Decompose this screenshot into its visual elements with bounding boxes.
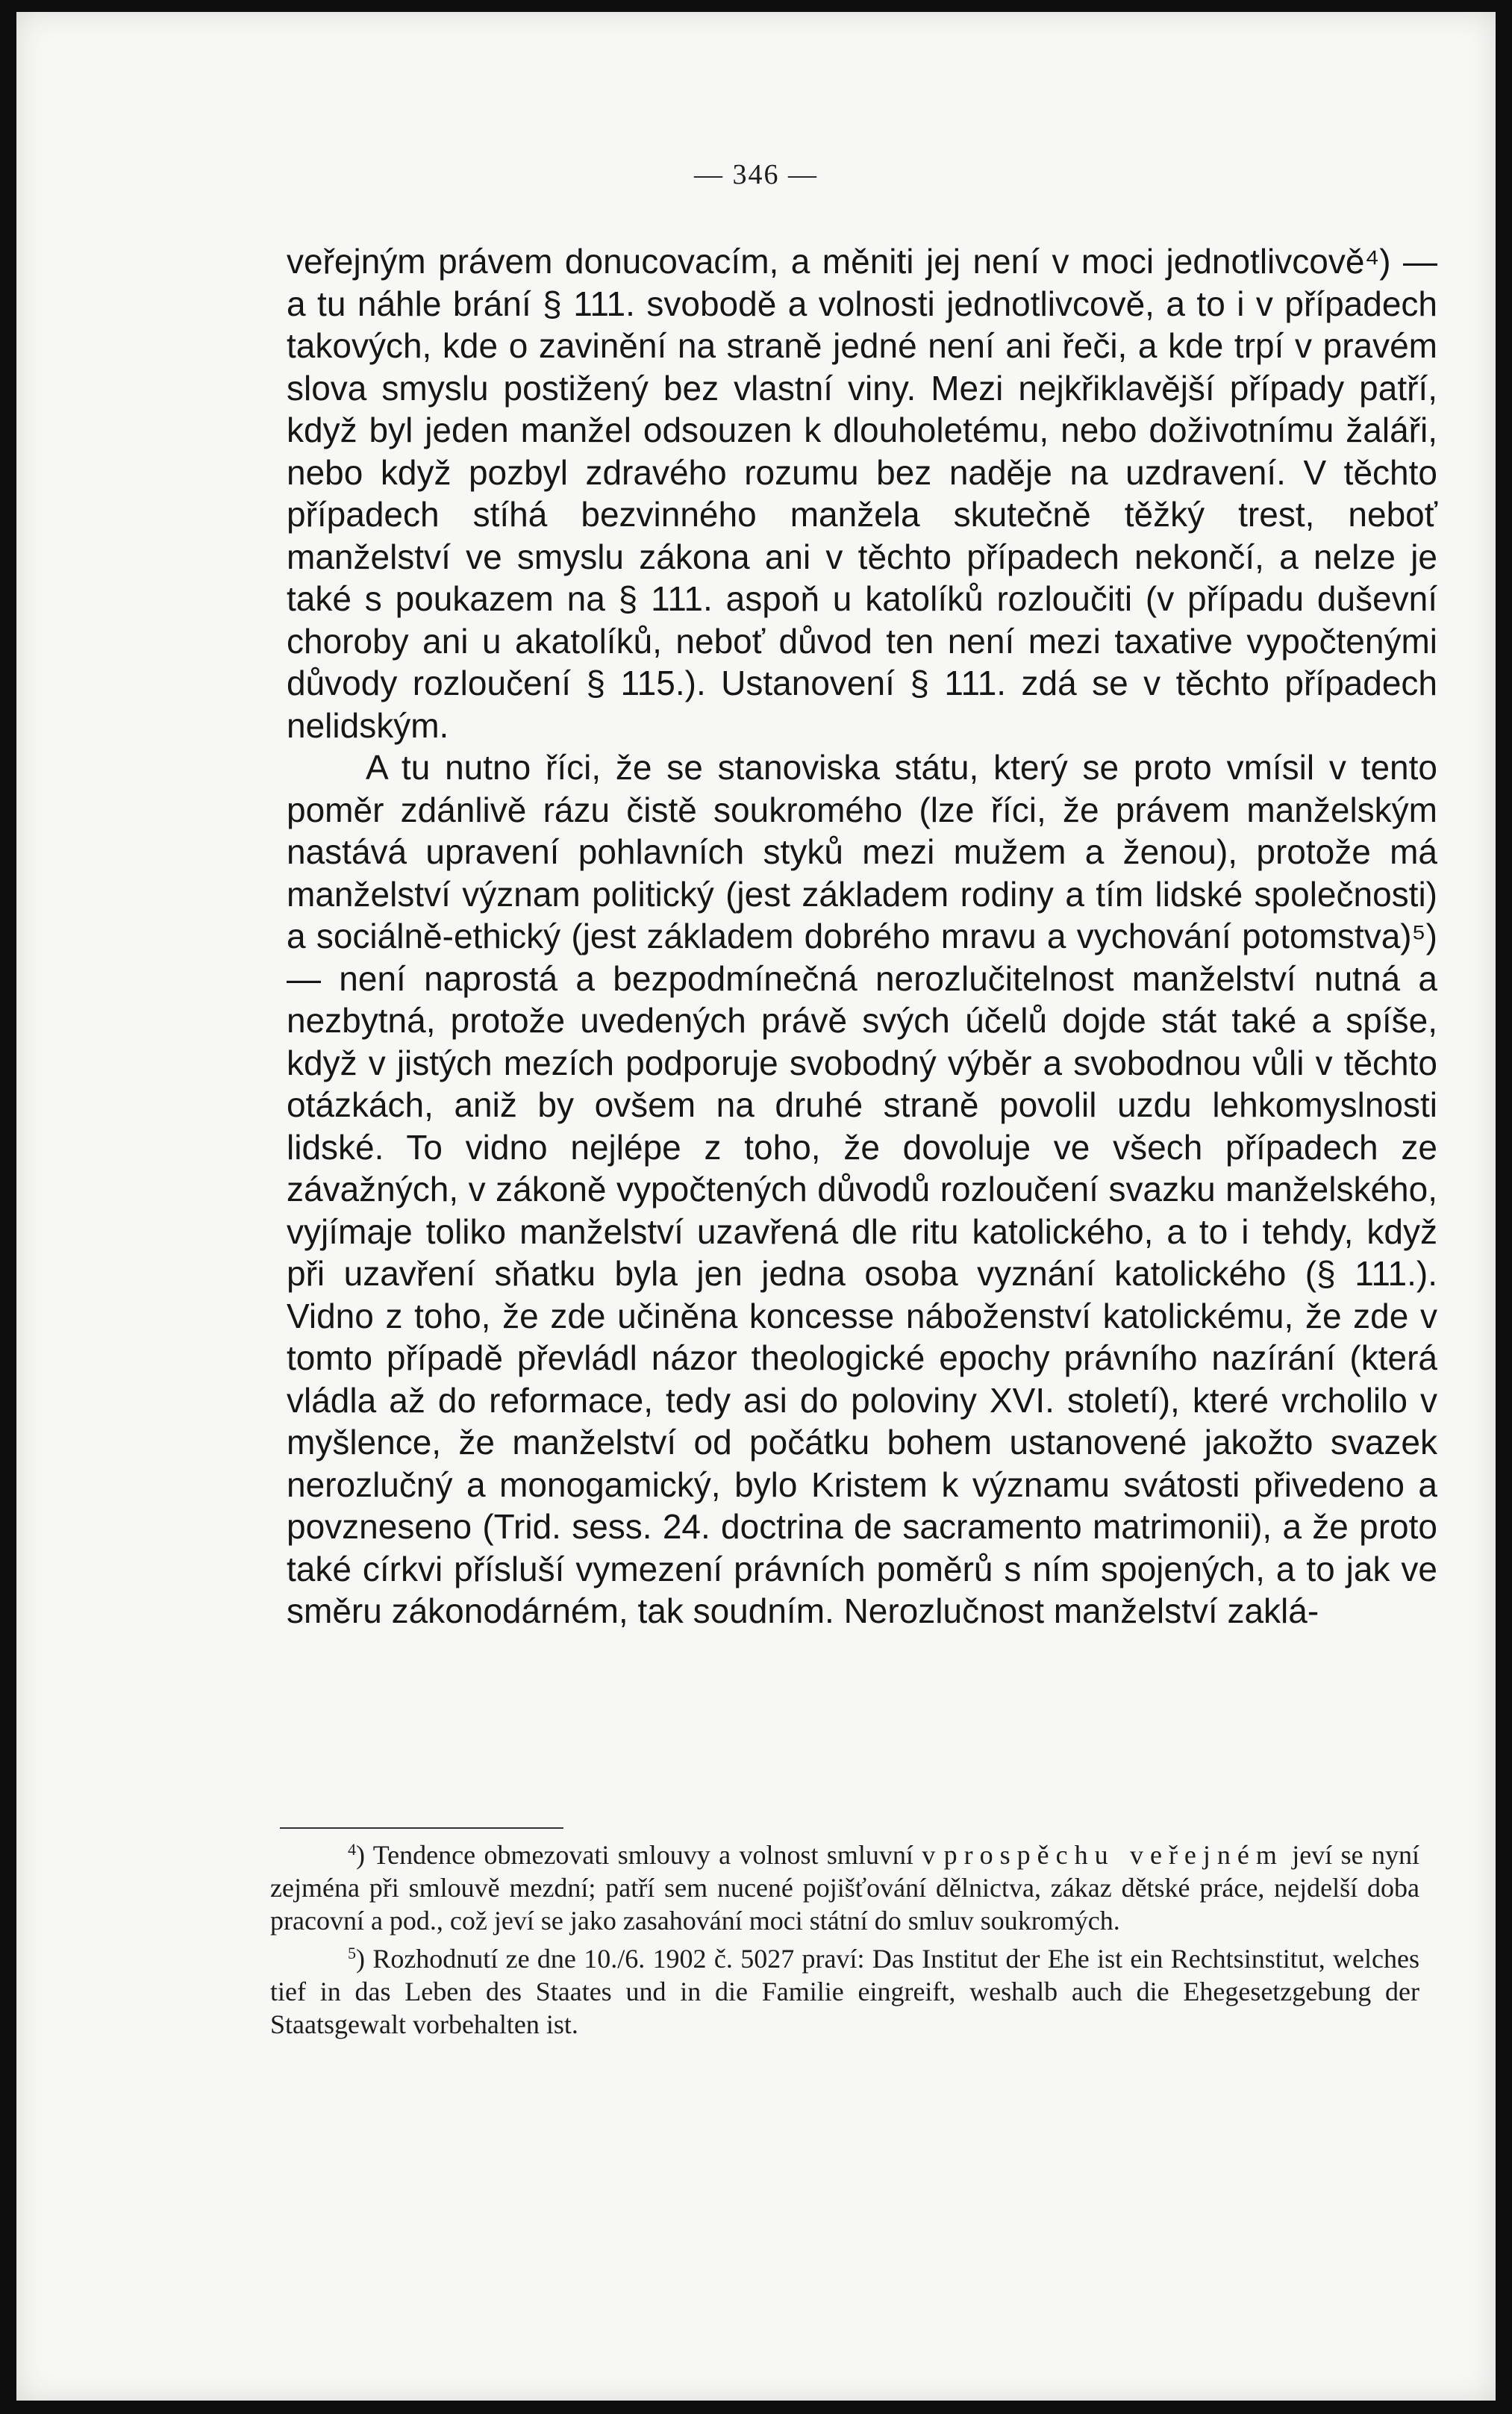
scanned-page	[16, 12, 1496, 2401]
footnote-4-mark: 4	[348, 1840, 356, 1859]
footnote-4-spaced-text: prospěchu veřejném	[943, 1840, 1284, 1870]
footnote-separator	[280, 1827, 563, 1829]
main-text	[287, 240, 1437, 1632]
footnote-4	[270, 1833, 1419, 1937]
page-number: — 346 —	[694, 159, 818, 190]
footnote-5-mark: 5	[348, 1944, 356, 1962]
footnotes	[270, 1833, 1419, 2041]
paragraph-1: veřejným právem donucovacím, a měniti jej není v moci jednotlivcově⁴) — a tu náhle brání § 111. svobodě a volnosti jednotlivcově, a to i v případech takových, kde o zavinění na straně jedné není ani řeči, a kde trpí v pravém slova smyslu postižený bez vlastní viny. Mezi nejkřiklavější případy patří, když byl jeden manžel odsouzen k dlouholetému, nebo doživotnímu žaláři, nebo když pozbyl zdravého rozumu bez naděje na uzdravení. V těchto případech stíhá bezvinného manžela skutečně těžký trest, neboť manželství ve smyslu zákona ani v těchto případech nekončí, a nelze je také s poukazem na § 111. aspoň u katolíků rozloučiti (v případu duševní choroby ani u akatolíků, neboť důvod ten není mezi taxative vypočtenými důvody rozloučení § 115.). Ustanovení § 111. zdá se v těchto případech nelidským.	[287, 242, 1437, 745]
footnote-5-text: ) Rozhodnutí ze dne 10./6. 1902 č. 5027 praví: Das Institut der Ehe ist ein Rechtsinstitut, welches tief in das Leben des Staates und in die Familie eingreift, weshalb auch die Ehegesetzgebung der Staatsgewalt vorbehalten ist.	[270, 1944, 1419, 2039]
footnote-5	[270, 1937, 1419, 2041]
footnote-4-text-b: jeví se nyní zejména při smlouvě mezdní; patří sem nucené pojišťování dělnictva, zákaz dětské práce, nejdelší doba pracovní a pod., což jeví se jako zasahování moci státní do smluv soukromých.	[270, 1840, 1419, 1936]
footnote-4-text-a: ) Tendence obmezovati smlouvy a volnost smluvní v	[356, 1840, 944, 1870]
paragraph-2: A tu nutno říci, že se stanoviska státu, který se proto vmísil v tento poměr zdánlivě rázu čistě soukromého (lze říci, že právem manželským nastává upravení pohlavních styků mezi mužem a ženou), protože má manželství význam politický (jest základem rodiny a tím lidské společnosti) a sociálně-ethický (jest základem dobrého mravu a vychování potomstva)⁵) — není naprostá a bezpodmínečná nerozlučitelnost manželství nutná a nezbytná, protože uvedených právě svých účelů dojde stát také a spíše, když v jistých mezích podporuje svobodný výběr a svobodnou vůli v těchto otázkách, aniž by ovšem na druhé straně povolil uzdu lehkomyslnosti lidské. To vidno nejlépe z toho, že dovoluje ve všech případech ze závažných, v zákoně vypočtených důvodů rozloučení svazku manželského, vyjímaje toliko manželství uzavřená dle ritu katolického, a to i tehdy, když při uzavření sňatku byla jen jedna osoba vyznání katolického (§ 111.). Vidno z toho, že zde učiněna koncesse náboženství katolickému, že zde v tomto případě převládl názor theologické epochy právního nazírání (která vládla až do reformace, tedy asi do poloviny XVI. století), které vrcholilo v myšlence, že manželství od počátku bohem ustanovené jakožto svazek nerozlučný a monogamický, bylo Kristem k významu svátosti přivedeno a povzneseno (Trid. sess. 24. doctrina de sacramento matrimonii), a že proto také církvi přísluší vymezení právních poměrů s ním spojených, a to jak ve směru zákonodárném, tak soudním. Nerozlučnost manželství zaklá-	[287, 748, 1437, 1630]
